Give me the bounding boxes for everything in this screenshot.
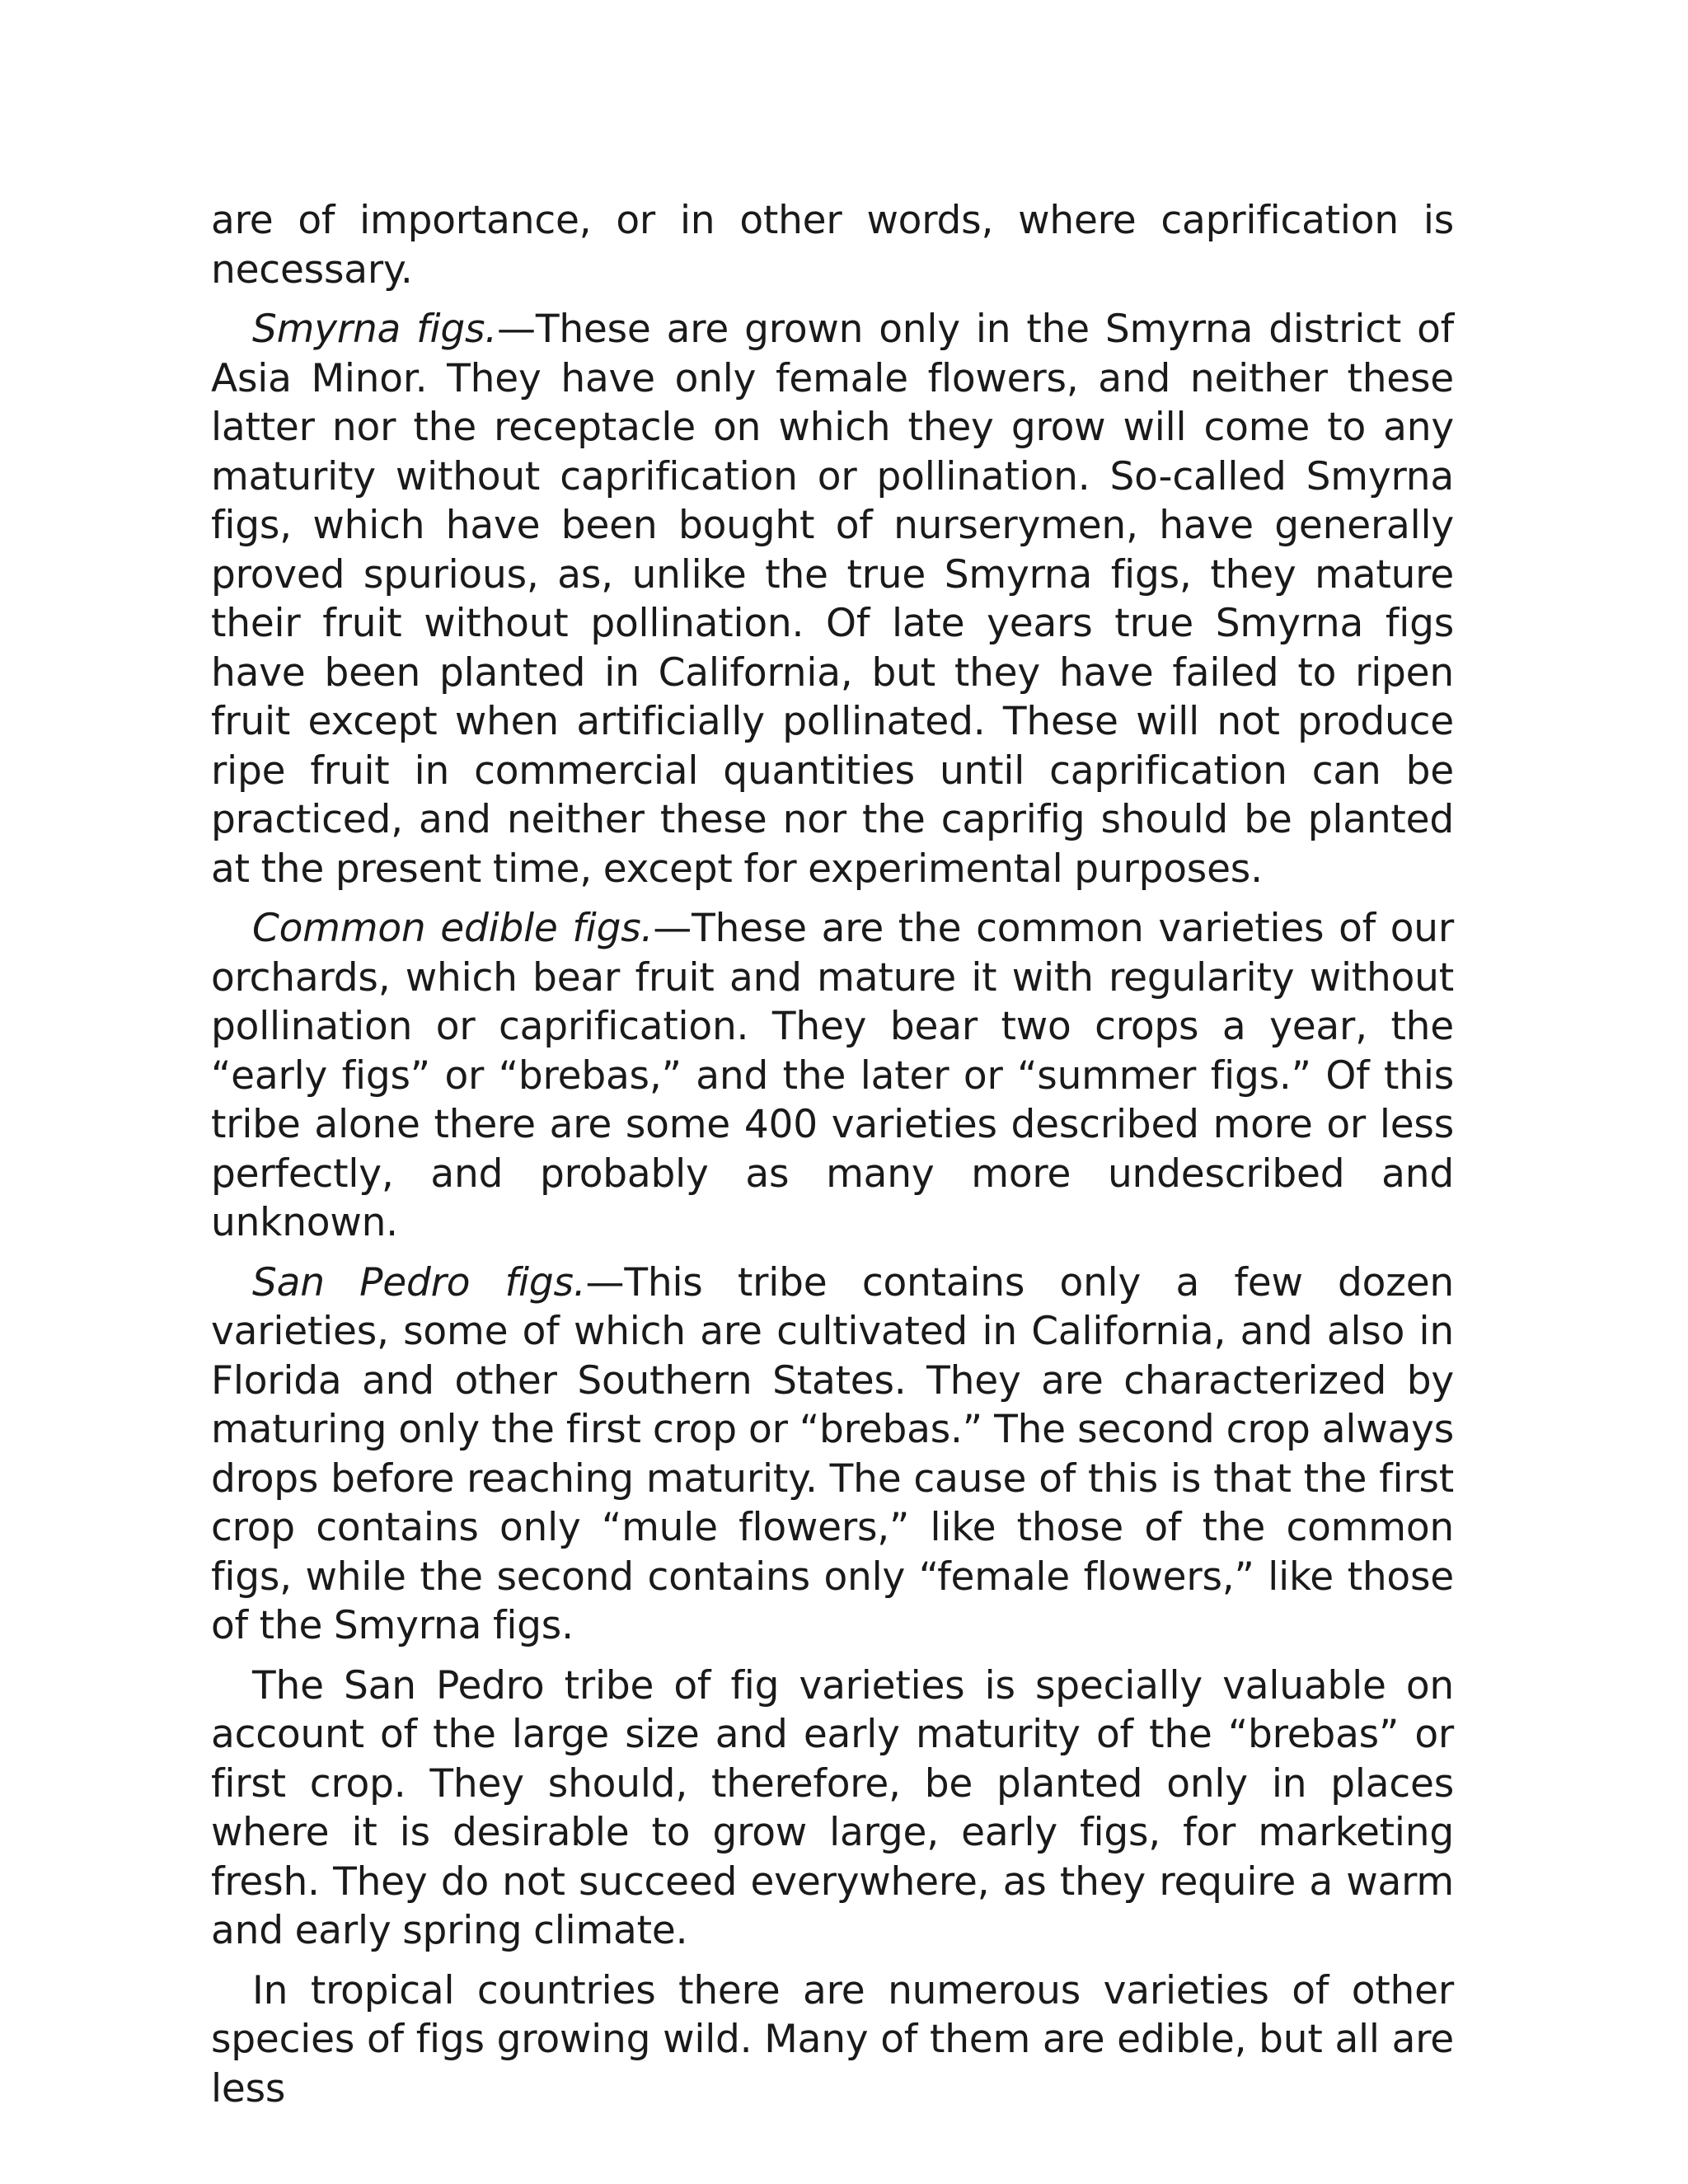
paragraph-text: —These are the common varieties of our orchards, which bear fruit and mature it with regularity without pollination or caprification. They bear two crops a year, the “early figs” or “brebas,” and the later or “summer figs.” Of this tribe alone there are some 400 varieties described more or less perfectly, and probably as many more undescribed and unknown. (211, 906, 1454, 1245)
paragraph-tropical-figs (211, 1966, 1454, 2114)
paragraph-lead-common-edible-figs: Common edible figs. (252, 906, 654, 951)
paragraph-continuation (211, 196, 1454, 294)
paragraph-lead-san-pedro-figs: San Pedro figs. (252, 1259, 586, 1305)
paragraph-text: The San Pedro tribe of fig varieties is specially valuable on account of the large size and early maturity of the “brebas” or first crop. They should, therefore, be planted only in places where it is desirable to grow large, early figs, for marketing fresh. They do not succeed everywhere, as they require a warm and early spring climate. (211, 1662, 1454, 1953)
paragraph-text: —These are grown only in the Smyrna district of Asia Minor. They have only female flowers, and neither these latter nor the receptacle on which they grow will come to any maturity without caprification or pollination. So-called Smyrna figs, which have been bought of nurserymen, have generally proved spurious, as, unlike the true Smyrna figs, they mature their fruit without pollination. Of late years true Smyrna figs have been planted in California, but they have failed to ripen fruit except when artificially pollinated. These will not produce ripe fruit in commercial quantities until caprification can be practiced, and neither these nor the caprifig should be planted at the present time, except for experimental purposes. (211, 307, 1454, 892)
paragraph-san-pedro-figs (211, 1258, 1454, 1651)
paragraph-text: are of importance, or in other words, where caprification is necessary. (211, 198, 1454, 293)
paragraph-san-pedro-value (211, 1661, 1454, 1956)
paragraph-lead-smyrna-figs: Smyrna figs. (252, 307, 498, 352)
paragraph-smyrna-figs (211, 305, 1454, 893)
page-body (211, 196, 1454, 2124)
paragraph-common-edible-figs (211, 904, 1454, 1248)
paragraph-text: In tropical countries there are numerous varieties of other species of figs growing wild. Many of them are edible, but all are less (211, 1967, 1454, 2111)
paragraph-text: —This tribe contains only a few dozen varieties, some of which are cultivated in California, and also in Florida and other Southern States. They are characterized by maturing only the first crop or “brebas.” The second crop always drops before reaching maturity. The cause of this is that the first crop contains only “mule flowers,” like those of the common figs, while the second contains only “female flowers,” like those of the Smyrna figs. (211, 1259, 1455, 1648)
